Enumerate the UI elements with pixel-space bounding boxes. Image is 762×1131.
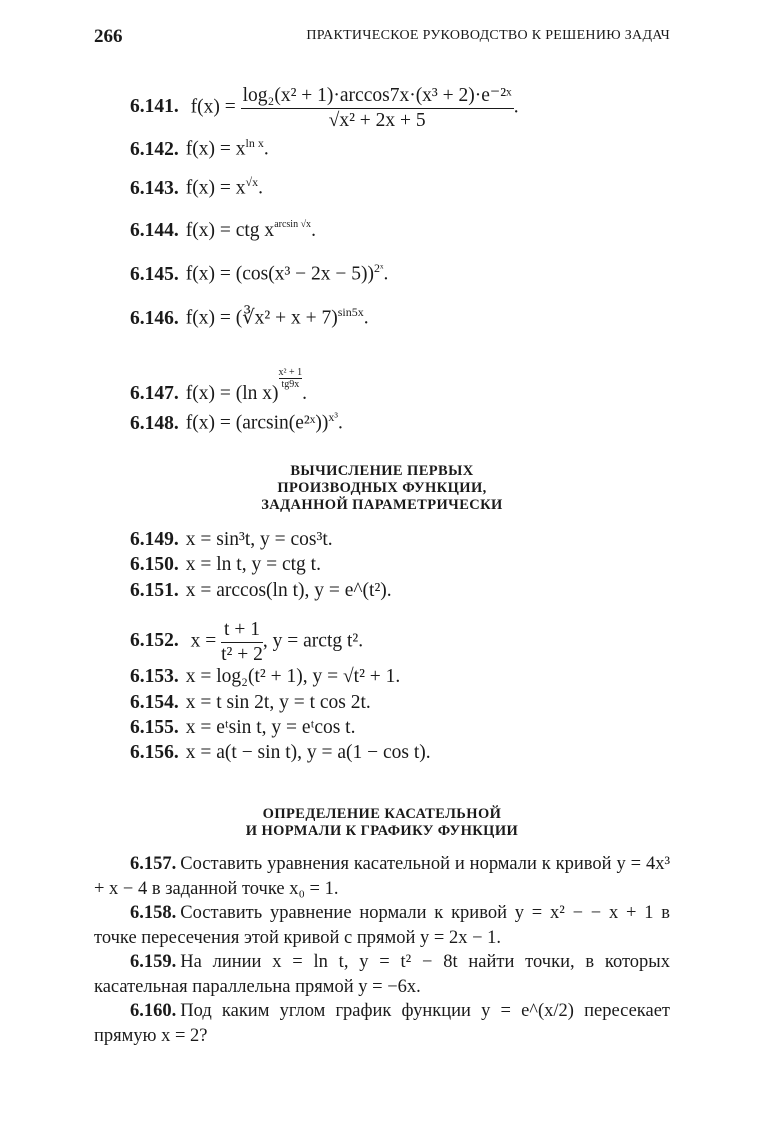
problem-6-148: 6.148. f(x) = (arcsin(e²ˣ))$^{x^3}$. [130,410,343,434]
running-title: ПРАКТИЧЕСКОЕ РУКОВОДСТВО К РЕШЕНИЮ ЗАДАЧ [306,28,670,43]
problem-6-156: 6.156. x = a(t − sin t), y = a(1 − cos t). [130,742,431,763]
problem-6-142: 6.142. $f(x) = x^{ln x}$. [130,136,269,160]
problem-6-158: 6.158. Составить уравнение нормали к кривой y = x² − − x + 1 в точке пересечения этой кривой с прямой y = 2x − 1. [94,903,670,948]
problem-6-145: 6.145. $f(x) = (\cos(x^3 - 2x - 5))^{2ˣ}$. [130,261,389,285]
fraction: $\frac{t + 1}{\text{t² + 2}}$ [221,619,263,665]
problem-6-157: 6.157. Составить уравнения касательной и нормали к кривой y = 4x³ + x − 4 в заданной точке x₀ = 1. [94,854,670,899]
page-number: 266 [94,26,123,47]
problem-6-144: 6.144. f(x) = ctg $x^{arcsin √x}$. [130,219,316,241]
problem-6-150: 6.150. x = ln t, y = ctg t. [130,554,321,575]
problem-6-159: 6.159. На линии x = ln t, y = t² − 8t найти точки, в которых касательная параллельна прямой y = −6x. [94,952,670,997]
problem-6-153: 6.153. x = log₂(t² + 1), y = √t² + 1. [130,666,401,687]
problem-6-160: 6.160. Под каким углом график функции y = e^(x/2) пересекает прямую x = 2? [94,1001,670,1046]
problem-6-147: 6.147. f(x) = (ln x) $\frac{\text{x² + 1}}{tg9x}$ . [130,367,308,404]
fraction: $\frac{\text{log₂(x² + 1)·arccos7x·(x³ + 2)·e⁻²ˣ}}{\text{√x² + 2x + 5}}$ [242,85,512,131]
problem-6-141: 6.141. f(x) = $\frac{\text{log₂(x² + 1)·arccos7x·(x³ + 2)·e⁻²ˣ}}{\text{√x² + 2x + 5}}$ . [130,85,519,131]
problem-6-151: 6.151. x = arccos(ln t), y = e^(t²). [130,580,392,601]
page-header [94,26,670,50]
problem-6-152: 6.152. x = $\frac{t + 1}{\text{t² + 2}}$ , y = arctg t². [130,619,364,665]
problem-6-146: 6.146. f(x) = (∛x² + x + 7)$^{sin5x}$. [130,305,369,329]
problem-6-155: 6.155. x = eᵗsin t, y = eᵗcos t. [130,717,356,738]
section-heading-tangent: ОПРЕДЕЛЕНИЕ КАСАТЕЛЬНОЙ И НОРМАЛИ К ГРАФИКУ ФУНКЦИИ [245,806,519,839]
section-heading-parametric: ВЫЧИСЛЕНИЕ ПЕРВЫХ ПРОИЗВОДНЫХ ФУНКЦИИ, ЗАДАННОЙ ПАРАМЕТРИЧЕСКИ [261,463,503,513]
problem-6-143: 6.143. $f(x) = x^{√x}$. [130,175,263,199]
problem-6-154: 6.154. x = t sin 2t, y = t cos 2t. [130,692,371,713]
problem-6-149: 6.149. x = sin³t, y = cos³t. [130,529,333,550]
